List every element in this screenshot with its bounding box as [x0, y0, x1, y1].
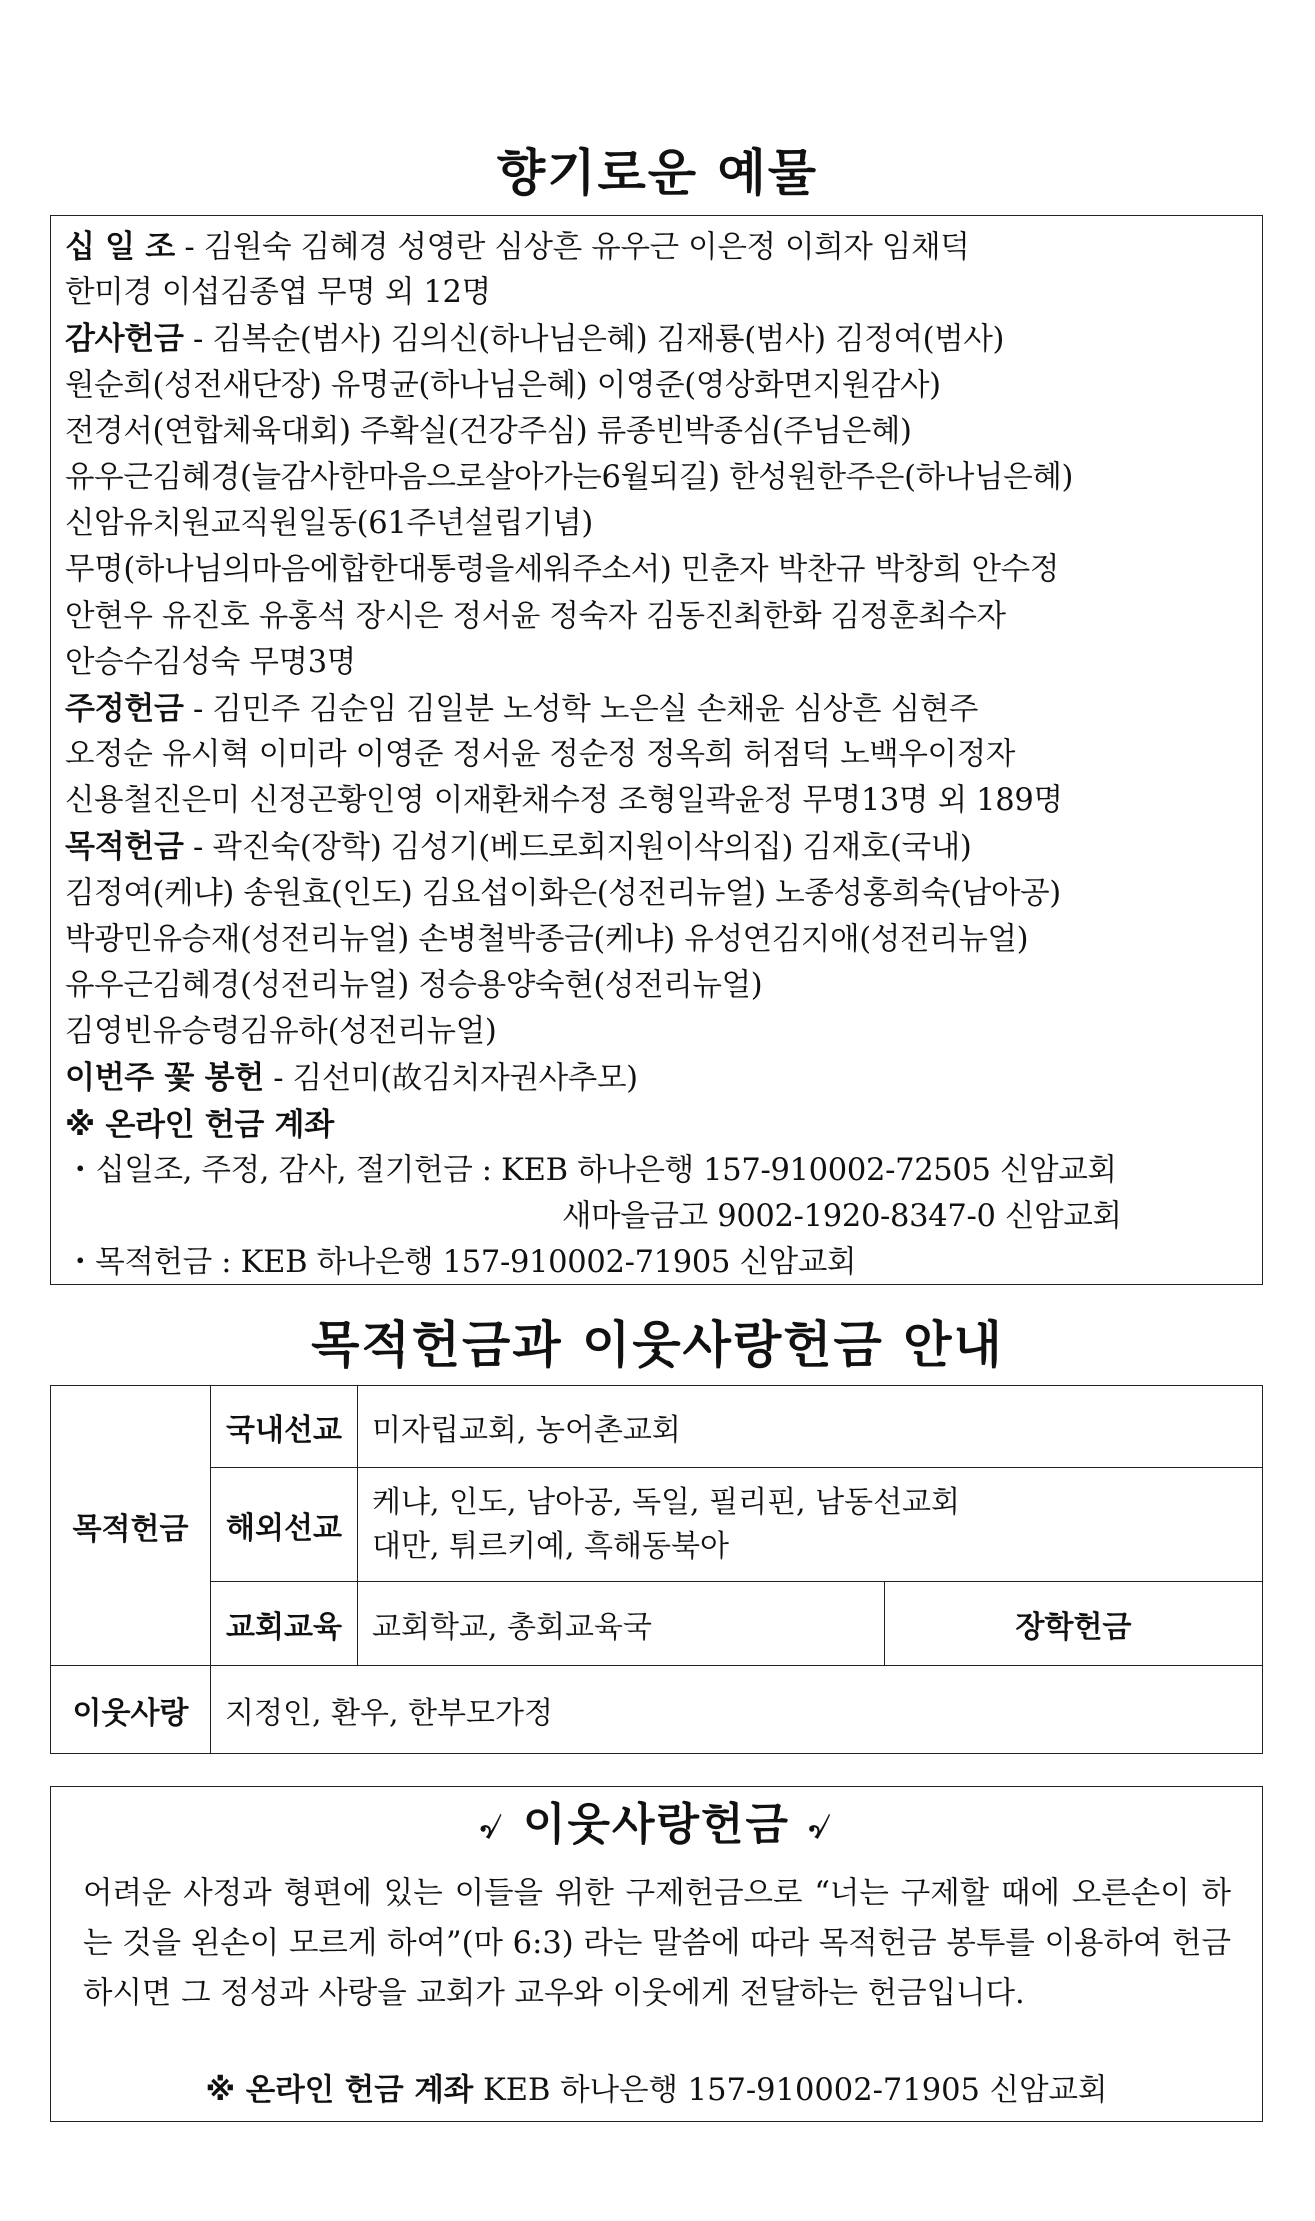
- guide-title: 목적헌금과 이웃사랑헌금 안내: [311, 1316, 1004, 1374]
- tithe-line-2: 한미경 이섭김종엽 무명 외 12명: [65, 275, 491, 311]
- sunday-text: - 김민주 김순임 김일분 노성학 노은실 손채윤 심상흔 심현주: [193, 691, 979, 727]
- education-value: 교회학교, 총회교육국: [358, 1582, 885, 1666]
- purpose-line-2: 김정여(케냐) 송원효(인도) 김요섭이화은(성전리뉴얼) 노종성홍희숙(남아공): [65, 875, 1061, 911]
- purpose-offering-header: 목적헌금: [51, 1386, 211, 1666]
- thanks-line-6: 무명(하나님의마음에합한대통령을세워주소서) 민춘자 박찬규 박창희 안수정: [65, 552, 1059, 588]
- thanks-line-2: 원순희(성전새단장) 유명균(하나님은혜) 이영준(영상화면지원감사): [65, 367, 941, 403]
- overseas-line-1: 케냐, 인도, 남아공, 독일, 필리핀, 남동선교회: [372, 1484, 961, 1520]
- education-label: 교회교육: [211, 1582, 358, 1666]
- overseas-mission-label: 해외선교: [211, 1468, 358, 1582]
- offerings-title: 향기로운 예물: [496, 144, 819, 202]
- neighbor-account-heading: ※ 온라인 헌금 계좌: [205, 2073, 474, 2108]
- neighbor-offering-title: 이웃사랑헌금: [522, 1799, 791, 1850]
- online-account-heading: ※ 온라인 헌금 계좌: [65, 1106, 334, 1143]
- neighbor-account-text: KEB 하나은행 157-910002-71905 신암교회: [482, 2073, 1108, 2108]
- neighbor-offering-title-row: [51, 1787, 1262, 1861]
- overseas-mission-value: [358, 1468, 1263, 1582]
- thanks-line-3: 전경서(연합체육대회) 주확실(건강주심) 류종빈박종심(주님은혜): [65, 413, 912, 449]
- sunday-line-1: [65, 686, 1248, 732]
- neighbor-value: 지정인, 환우, 한부모가정: [211, 1666, 1263, 1754]
- tithe-text: - 김원숙 김혜경 성영란 심상흔 유우근 이은정 이희자 임채덕: [184, 230, 970, 265]
- sunday-label: 주정헌금: [65, 690, 184, 727]
- purpose-label: 목적헌금: [65, 829, 184, 866]
- purpose-line-5: 김영빈유승령김유하(성전리뉴얼): [65, 1014, 497, 1050]
- overseas-line-2: 대만, 튀르키예, 흑해동북아: [372, 1528, 729, 1564]
- tithe-line-1: [65, 224, 1248, 270]
- thanks-line-7: 안현우 유진호 유홍석 장시은 정서윤 정숙자 김동진최한화 김정훈최수자: [65, 598, 1006, 634]
- neighbor-label: 이웃사랑: [51, 1666, 211, 1754]
- neighbor-account-line: [51, 2065, 1262, 2109]
- scholarship-label: 장학헌금: [885, 1582, 1263, 1666]
- sunday-line-2: 오정순 유시혁 이미라 이영준 정서윤 정순정 정옥희 허점덕 노백우이정자: [65, 737, 1016, 773]
- account-purpose: ・목적헌금 : KEB 하나은행 157-910002-71905 신암교회: [65, 1245, 857, 1281]
- offering-guide-table: [50, 1385, 1263, 1754]
- neighbor-offering-description: 어려운 사정과 형편에 있는 이들을 위한 구제헌금으로 “너는 구제할 때에 오른손이 하는 것을 왼손이 모르게 하여”(마 6:3) 라는 말씀에 따라 목적헌금 봉투를 이용하여 헌금하시면 그 정성과 사랑을 교회가 교우와 이웃에게 전달하는 헌금입니다.: [83, 1876, 1231, 2011]
- thanks-line-4: 유우근김혜경(늘감사한마음으로살아가는6월되길) 한성원한주은(하나님은혜): [65, 459, 1074, 495]
- flower-line: [65, 1055, 1248, 1101]
- neighbor-offering-box: [50, 1786, 1263, 2122]
- domestic-mission-value: 미자립교회, 농어촌교회: [358, 1386, 1263, 1468]
- thanks-text: - 김복순(범사) 김의신(하나님은혜) 김재룡(범사) 김정여(범사): [193, 322, 1005, 358]
- account-general-2: 새마을금고 9002-1920-8347-0 신암교회: [562, 1198, 1122, 1234]
- flower-text: - 김선미(故김치자권사추모): [273, 1061, 638, 1097]
- thanks-line-5: 신암유치원교직원일동(61주년설립기념): [65, 506, 594, 542]
- thanks-line-8: 안승수김성숙 무명3명: [65, 644, 356, 680]
- tithe-label: 십 일 조: [65, 229, 175, 265]
- purpose-line-4: 유우근김혜경(성전리뉴얼) 정승용양숙현(성전리뉴얼): [65, 968, 763, 1003]
- ornament-left-icon: ৵: [478, 1803, 506, 1849]
- purpose-text: - 곽진숙(장학) 김성기(베드로회지원이삭의집) 김재호(국내): [193, 830, 972, 866]
- thanks-label: 감사헌금: [65, 321, 184, 358]
- sunday-line-3: 신용철진은미 신정곤황인영 이재환채수정 조형일곽윤정 무명13명 외 189명: [65, 783, 1063, 819]
- purpose-line-3: 박광민유승재(성전리뉴얼) 손병철박종금(케냐) 유성연김지애(성전리뉴얼): [65, 921, 1029, 957]
- purpose-line-1: [65, 824, 1248, 870]
- thanks-line-1: [65, 316, 1248, 362]
- ornament-right-icon: ৵: [807, 1803, 835, 1849]
- domestic-mission-label: 국내선교: [211, 1386, 358, 1468]
- account-general: ・십일조, 주정, 감사, 절기헌금 : KEB 하나은행 157-910002-72505 신암교회: [65, 1152, 1117, 1188]
- offerings-box: [50, 215, 1263, 1285]
- flower-label: 이번주 꽃 봉헌: [65, 1060, 264, 1097]
